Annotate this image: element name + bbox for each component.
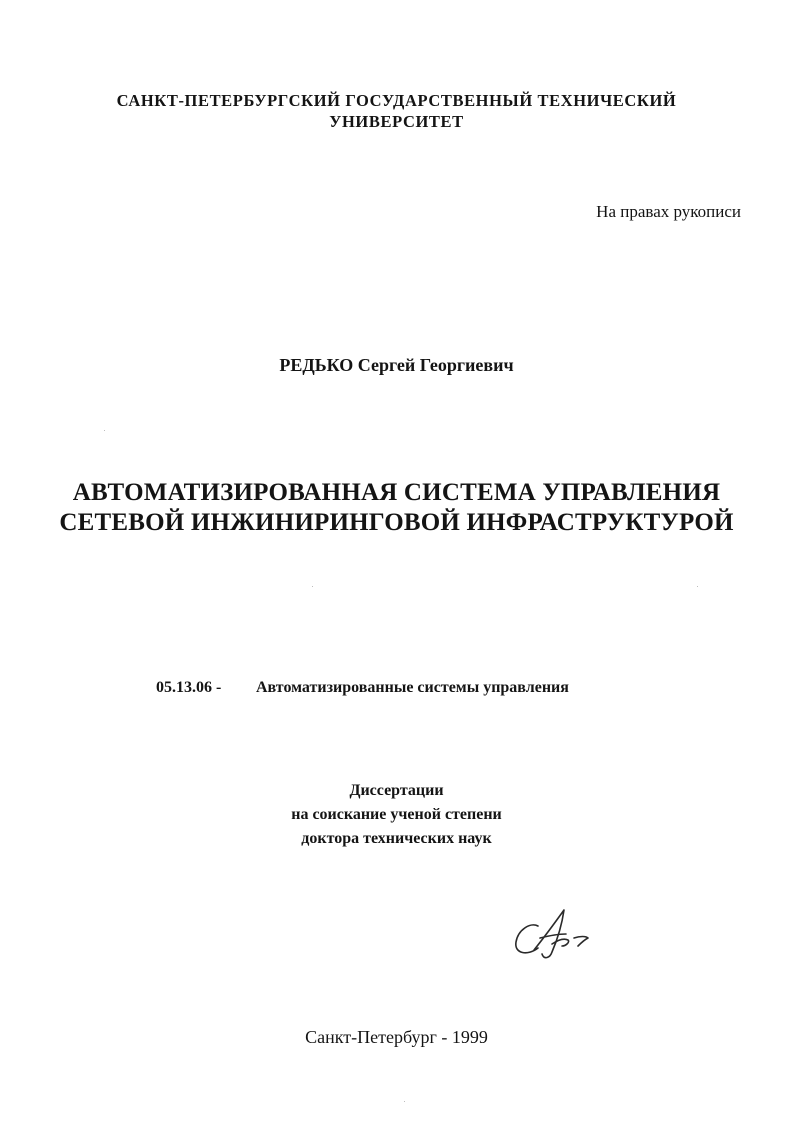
specialty-code: 05.13.06 - — [156, 679, 222, 696]
scan-speck — [697, 586, 698, 587]
degree-statement — [0, 779, 793, 851]
institution-name — [0, 90, 793, 132]
signature-icon — [508, 904, 600, 966]
dissertation-title — [0, 478, 793, 538]
degree-line-3: доктора технических наук — [301, 830, 492, 847]
title-line-2: СЕТЕВОЙ ИНЖИНИРИНГОВОЙ ИНФРАСТРУКТУРОЙ — [59, 509, 734, 536]
place-and-year: Санкт-Петербург - 1999 — [305, 1027, 488, 1047]
institution-line-1: САНКТ-ПЕТЕРБУРГСКИЙ ГОСУДАРСТВЕННЫЙ ТЕХНИЧЕСКИЙ — [116, 91, 677, 110]
scan-speck — [312, 586, 313, 587]
institution-line-2: УНИВЕРСИТЕТ — [329, 112, 464, 131]
author-name: РЕДЬКО Сергей Георгиевич — [279, 355, 514, 375]
scan-speck — [104, 430, 105, 431]
rights-note: На правах рукописи — [596, 202, 741, 221]
degree-line-1: Диссертации — [349, 782, 444, 799]
specialty-name: Автоматизированные системы управления — [256, 679, 569, 696]
scan-speck — [404, 1101, 405, 1102]
degree-line-2: на соискание ученой степени — [291, 806, 502, 823]
title-line-1: АВТОМАТИЗИРОВАННАЯ СИСТЕМА УПРАВЛЕНИЯ — [72, 479, 721, 506]
specialty — [156, 679, 569, 697]
